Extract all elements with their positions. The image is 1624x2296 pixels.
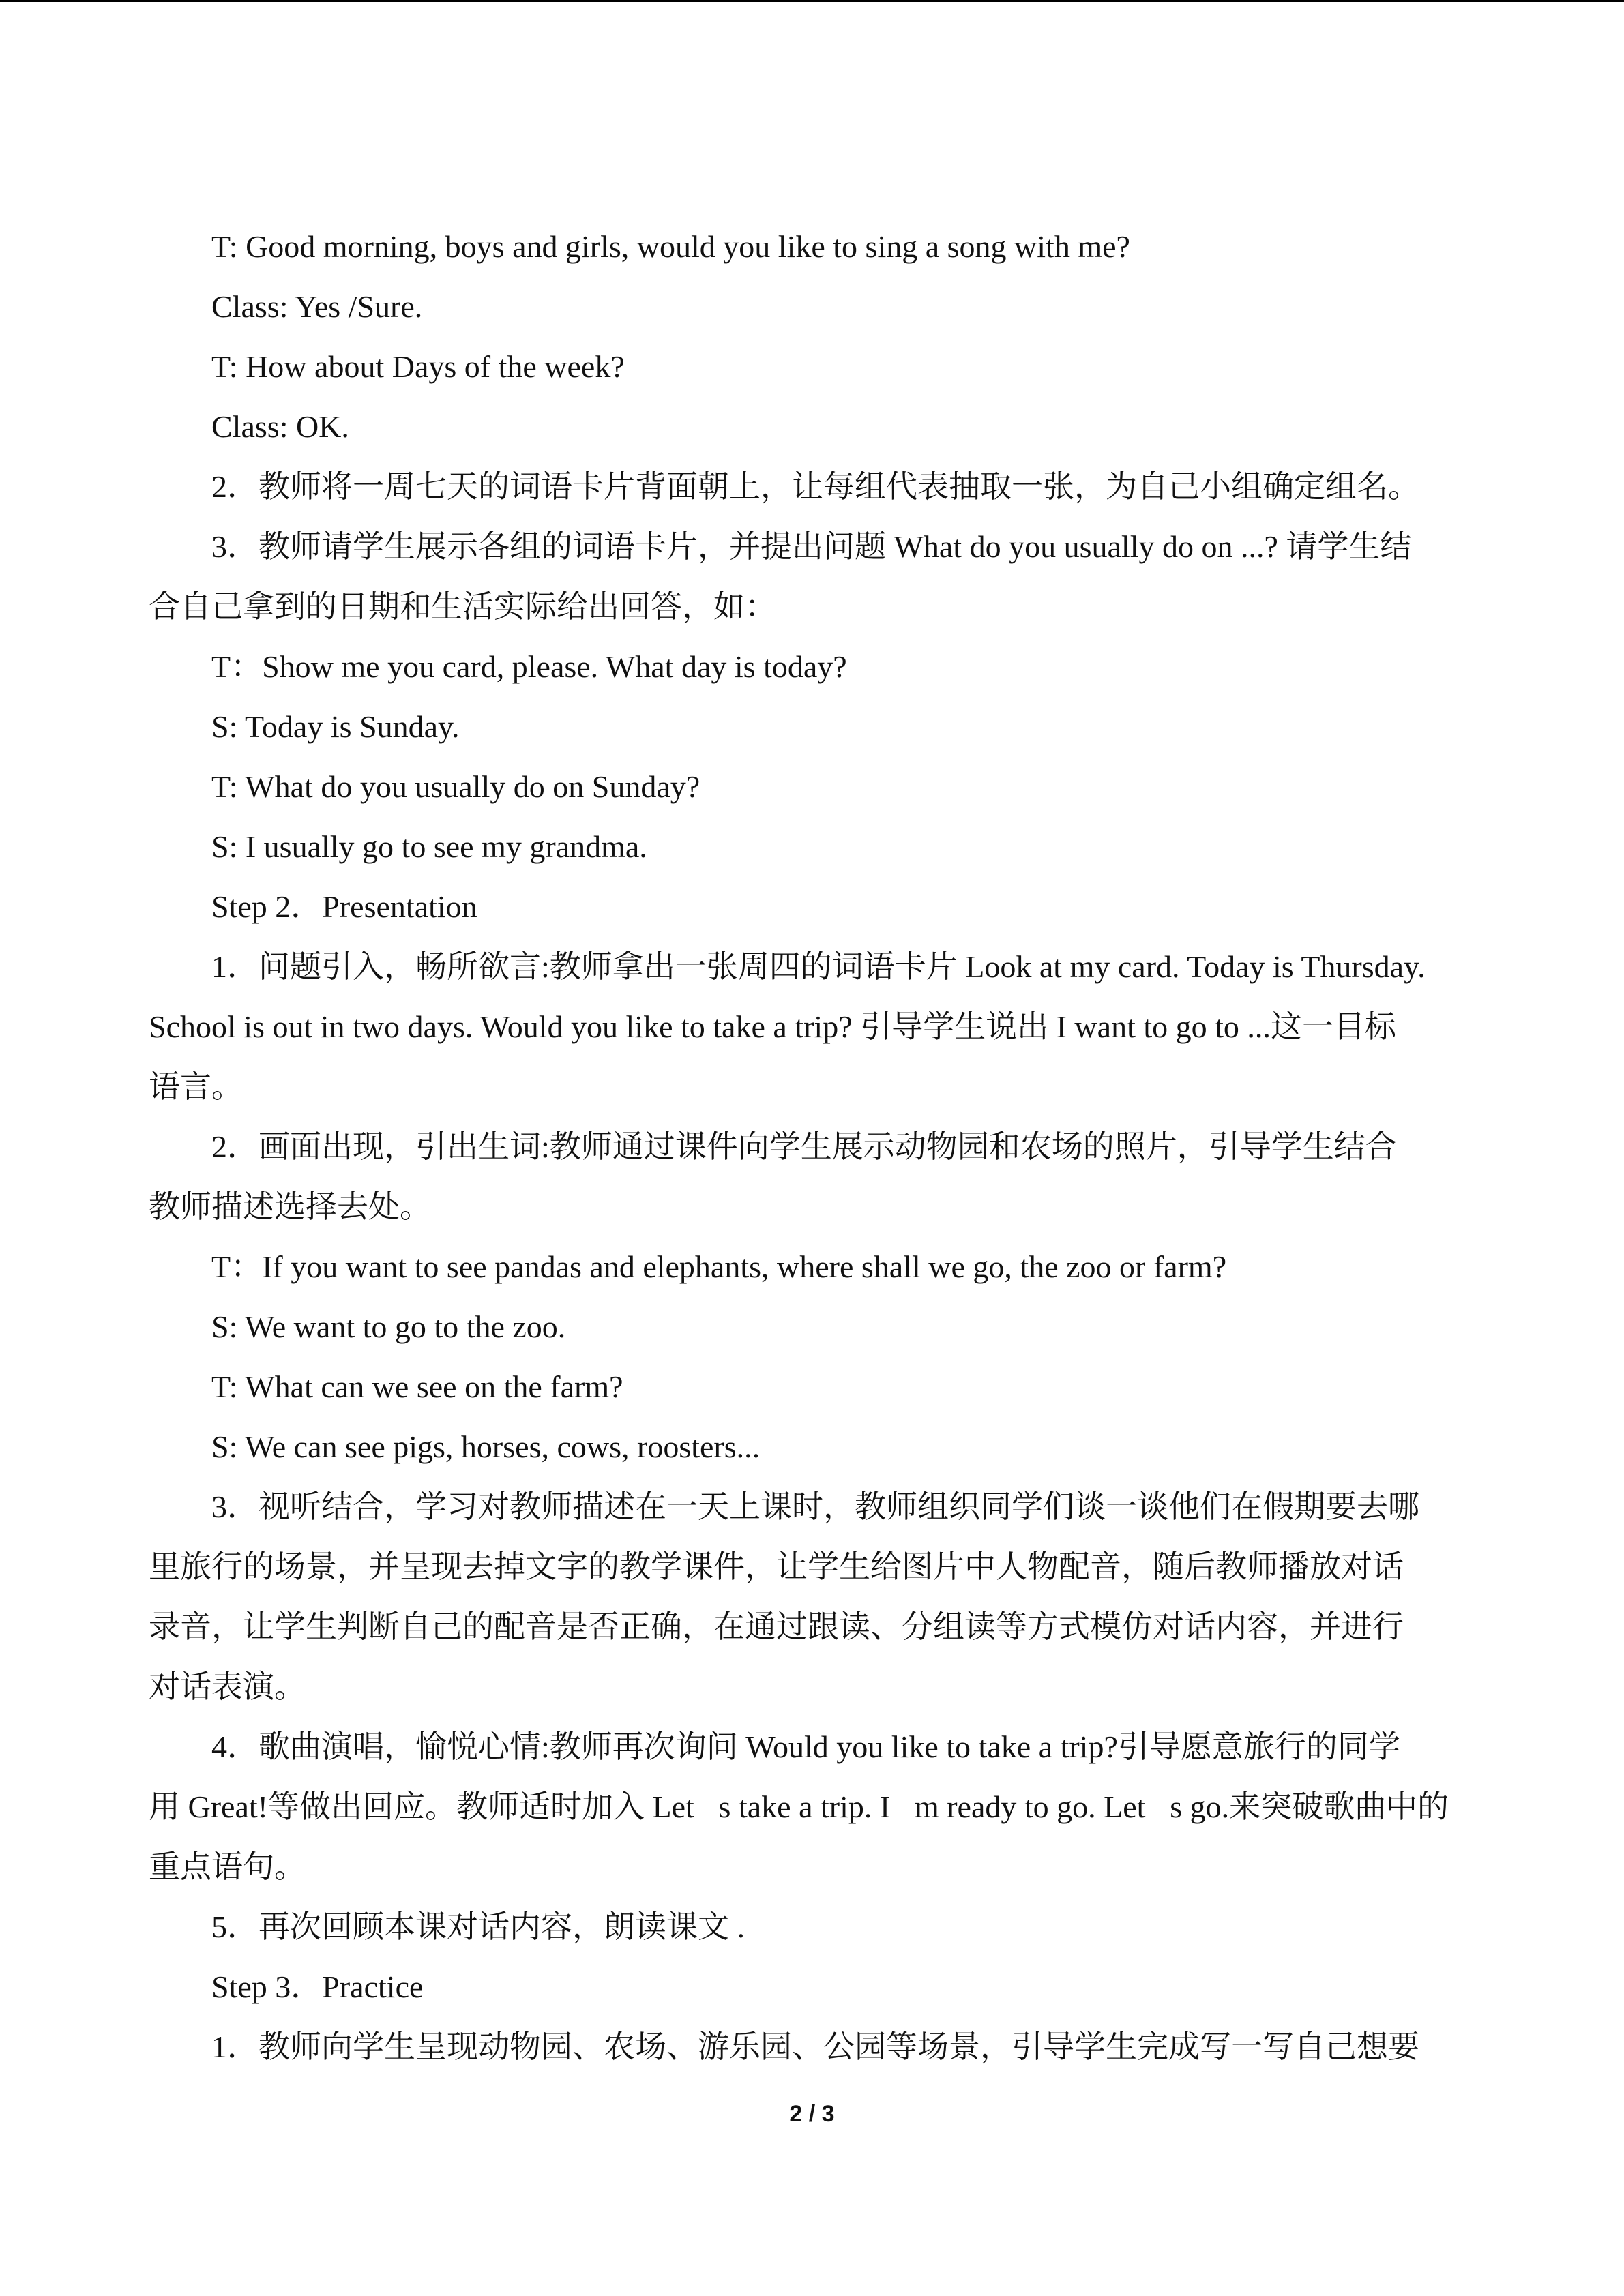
text-line: 里旅行的场景，并呈现去掉文字的教学课件，让学生给图片中人物配音，随后教师播放对话 <box>149 1549 1404 1584</box>
document-body <box>149 217 1477 2077</box>
text-line: 5．再次回顾本课对话内容，朗读课文 . <box>211 1909 745 1944</box>
text-line: 1．教师向学生呈现动物园、农场、游乐园、公园等场景，引导学生完成写一写自己想要 <box>211 2029 1419 2064</box>
text-line: Class: Yes /Sure. <box>211 289 423 324</box>
text-line: T：Show me you card, please. What day is today? <box>211 649 847 684</box>
text-line: T: What do you usually do on Sunday? <box>211 769 700 804</box>
text-line: School is out in two days. Would you like to take a trip? 引导学生说出 I want to go to ...这一目标 <box>149 1009 1396 1044</box>
top-border-line <box>0 0 1624 2</box>
text-line: 3．视听结合，学习对教师描述在一天上课时，教师组织同学们谈一谈他们在假期要去哪 <box>211 1489 1419 1524</box>
text-line: S: We want to go to the zoo. <box>211 1309 566 1344</box>
text-line: S: I usually go to see my grandma. <box>211 829 647 864</box>
text-line: 用 Great!等做出回应。教师适时加入 Let􏰀s take a trip. I􏰀m ready to go. Let􏰀s go.来突破歌曲中的 <box>149 1789 1449 1824</box>
text-line: 4．歌曲演唱，愉悦心情:教师再次询问 Would you like to take a trip?引导愿意旅行的同学 <box>211 1729 1400 1764</box>
text-line: 录音，让学生判断自己的配音是否正确，在通过跟读、分组读等方式模仿对话内容，并进行 <box>149 1609 1404 1644</box>
text-line: 1．问题引入，畅所欲言:教师拿出一张周四的词语卡片 Look at my card. Today is Thursday. <box>211 949 1426 984</box>
section-heading: Step 2．Presentation <box>211 889 477 924</box>
text-line: T: What can we see on the farm? <box>211 1369 623 1404</box>
text-line: T: Good morning, boys and girls, would you like to sing a song with me? <box>211 229 1130 264</box>
text-line: S: Today is Sunday. <box>211 709 460 744</box>
text-line: Class: OK. <box>211 409 349 444</box>
text-line: 重点语句。 <box>149 1849 306 1884</box>
text-line: T: How about Days of the week? <box>211 349 625 384</box>
text-line: S: We can see pigs, horses, cows, roosters... <box>211 1429 761 1464</box>
text-line: 2．画面出现，引出生词:教师通过课件向学生展示动物园和农场的照片，引导学生结合 <box>211 1129 1397 1164</box>
section-heading: Step 3．Practice <box>211 1969 424 2004</box>
text-line: 2．教师将一周七天的词语卡片背面朝上，让每组代表抽取一张，为自己小组确定组名。 <box>211 469 1419 504</box>
text-line: 教师描述选择去处。 <box>149 1189 431 1224</box>
page-number: 2 / 3 <box>789 2101 835 2127</box>
text-line: 语言。 <box>149 1069 243 1104</box>
text-line: 合自己拿到的日期和生活实际给出回答，如： <box>149 589 776 624</box>
text-line: 3．教师请学生展示各组的词语卡片，并提出问题 What do you usually do on ...? 请学生结 <box>211 529 1412 564</box>
text-line: T：If you want to see pandas and elephants, where shall we go, the zoo or farm? <box>211 1249 1227 1284</box>
text-line: 对话表演。 <box>149 1669 306 1704</box>
